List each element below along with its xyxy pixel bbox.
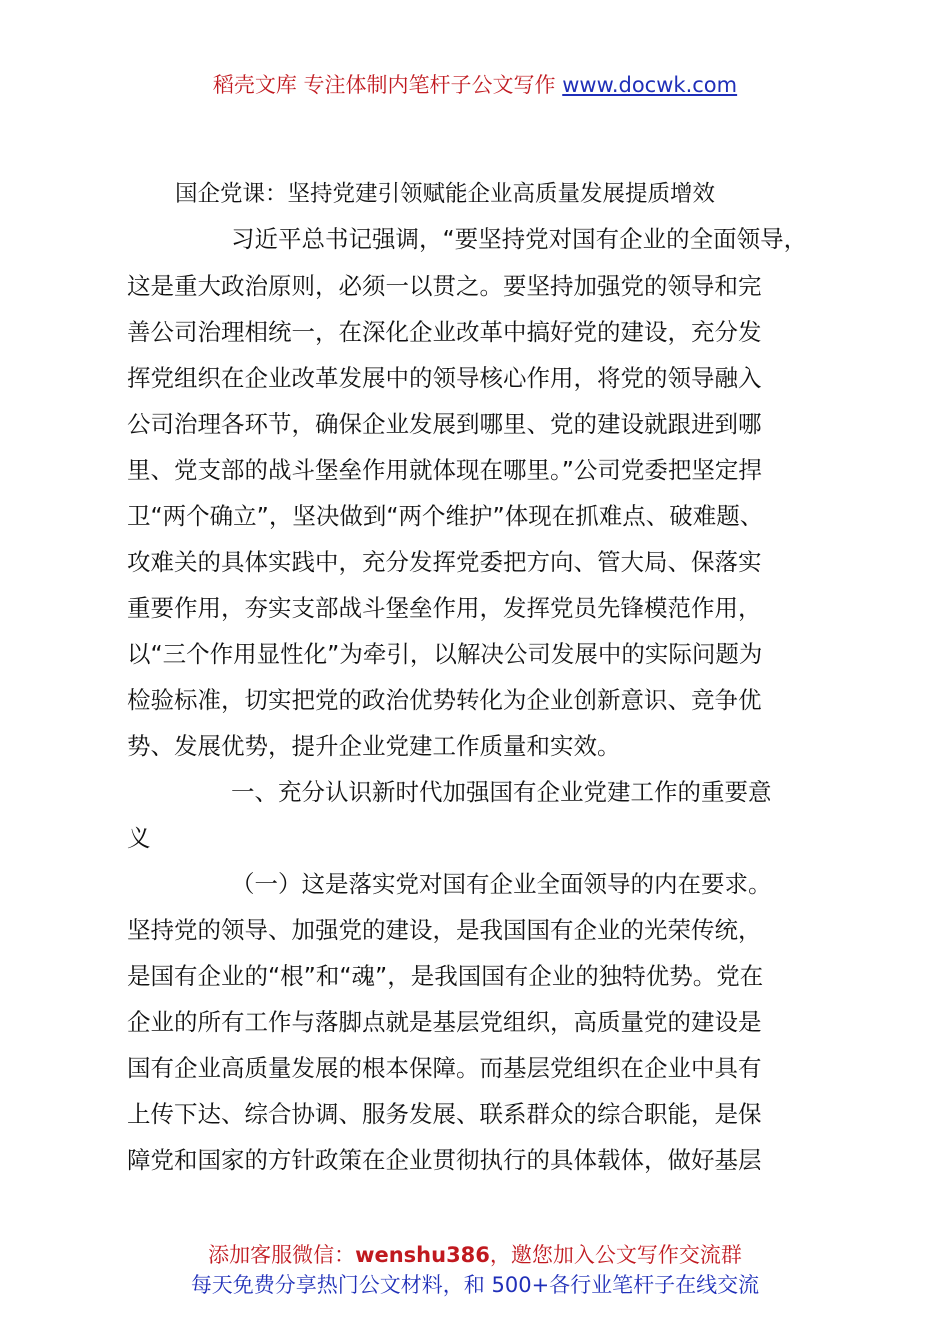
wechat-id: wenshu386	[355, 1243, 490, 1267]
body-line: 势、发展优势，提升企业党建工作质量和实效。	[127, 732, 621, 760]
document-title: 国企党课：坚持党建引领赋能企业高质量发展提质增效	[175, 181, 716, 207]
body-line: 重要作用，夯实支部战斗堡垒作用，发挥党员先锋模范作用，	[127, 594, 762, 622]
body-line: 卫“两个确立”，坚决做到“两个维护”体现在抓难点、破难题、	[127, 502, 764, 530]
footer-wechat-invite	[0, 1240, 950, 1270]
footer-prefix: 添加客服微信：	[208, 1243, 356, 1267]
body-line: 上传下达、综合协调、服务发展、联系群众的综合职能，是保	[127, 1100, 762, 1128]
section-heading: 一、充分认识新时代加强国有企业党建工作的重要意	[231, 778, 772, 806]
body-line: 里、党支部的战斗堡垒作用就体现在哪里。”公司党委把坚定捍	[127, 456, 762, 484]
body-line: 坚持党的领导、加强党的建设，是我国国有企业的光荣传统，	[127, 916, 762, 944]
site-brand-slogan: 稻壳文库 专注体制内笔杆子公文写作	[212, 73, 563, 97]
body-line: 国有企业高质量发展的根本保障。而基层党组织在企业中具有	[127, 1054, 762, 1082]
body-line: 检验标准，切实把党的政治优势转化为企业创新意识、竞争优	[127, 686, 762, 714]
body-line: 习近平总书记强调，“要坚持党对国有企业的全面领导，	[231, 225, 808, 253]
body-line: 公司治理各环节，确保企业发展到哪里、党的建设就跟进到哪	[127, 410, 762, 438]
body-line: 善公司治理相统一，在深化企业改革中搞好党的建设，充分发	[127, 318, 762, 346]
footer-suffix: ，邀您加入公文写作交流群	[489, 1243, 742, 1267]
section-heading-continued: 义	[127, 824, 151, 852]
body-line: 企业的所有工作与落脚点就是基层党组织，高质量党的建设是	[127, 1008, 762, 1036]
body-line: 这是重大政治原则，必须一以贯之。要坚持加强党的领导和完	[127, 272, 762, 300]
body-line: 以“三个作用显性化”为牵引，以解决公司发展中的实际问题为	[127, 640, 763, 668]
body-line: 是国有企业的“根”和“魂”，是我国国有企业的独特优势。党在	[127, 962, 764, 990]
footer-promo: 每天免费分享热门公文材料，和 500+各行业笔杆子在线交流	[190, 1273, 760, 1297]
body-line: 挥党组织在企业改革发展中的领导核心作用，将党的领导融入	[127, 364, 762, 392]
subsection-heading: （一）这是落实党对国有企业全面领导的内在要求。	[231, 870, 772, 898]
body-line: 攻难关的具体实践中，充分发挥党委把方向、管大局、保落实	[127, 548, 762, 576]
site-header	[0, 70, 950, 100]
body-line: 障党和国家的方针政策在企业贯彻执行的具体载体，做好基层	[127, 1146, 762, 1174]
site-url-link[interactable]: www.docwk.com	[562, 73, 738, 97]
